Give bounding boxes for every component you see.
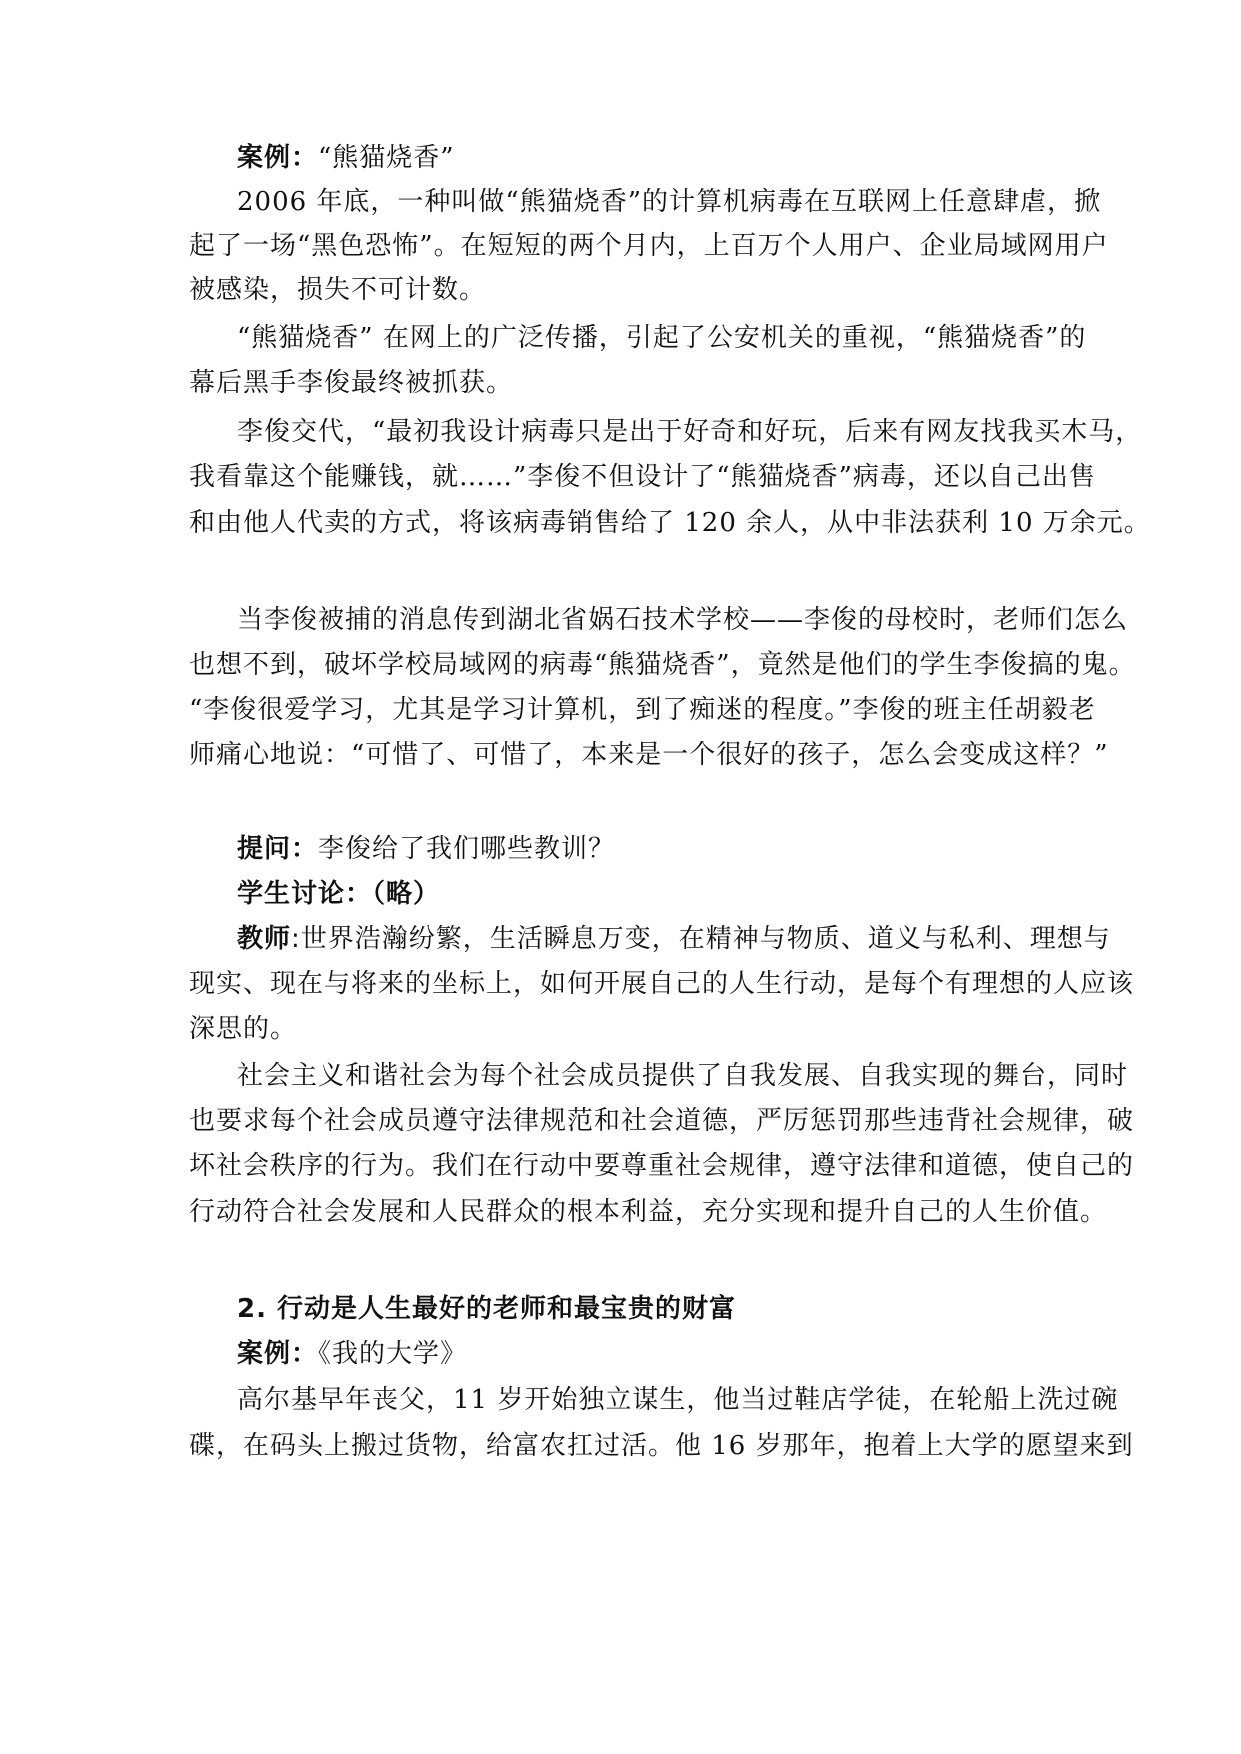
case-heading: [237, 1337, 467, 1371]
paragraph-line: 李俊交代，“最初我设计病毒只是出于好奇和好玩，后来有网友找我买木马，: [237, 417, 1143, 447]
paragraph-line: 当李俊被捕的消息传到湖北省娲石技术学校——李俊的母校时，老师们怎么: [237, 605, 1129, 635]
paragraph-line: 2006 年底，一种叫做“熊猫烧香”的计算机病毒在互联网上任意肆虐，掀: [237, 187, 1102, 217]
case-label: 案例：: [237, 143, 319, 173]
paragraph-line: 也要求每个社会成员遵守法律规范和社会道德，严厉惩罚那些违背社会规律，破: [189, 1106, 1135, 1136]
teacher-label: 教师: [237, 924, 292, 954]
paragraph-line: 幕后黑手李俊最终被抓获。: [189, 368, 514, 398]
case-title: 《我的大学》: [318, 1339, 468, 1369]
paragraph-line: 现实、现在与将来的坐标上，如何开展自己的人生行动，是每个有理想的人应该: [189, 969, 1135, 999]
case-label: 案例：: [237, 1339, 319, 1369]
paragraph-line: 社会主义和谐社会为每个社会成员提供了自我发展、自我实现的舞台，同时: [237, 1061, 1129, 1091]
paragraph-line: 高尔基早年丧父，11 岁开始独立谋生，他当过鞋店学徒，在轮船上洗过碗: [237, 1385, 1119, 1415]
question-line: [237, 832, 615, 866]
paragraph-line: 我看靠这个能赚钱，就……”李俊不但设计了“熊猫烧香”病毒，还以自己出售: [189, 462, 1096, 492]
paragraph-line: 被感染，损失不可计数。: [189, 275, 487, 305]
paragraph-line: 深思的。: [189, 1014, 298, 1044]
paragraph-line: “熊猫烧香” 在网上的广泛传播，引起了公安机关的重视，“熊猫烧香”的: [237, 323, 1087, 353]
question-text: 李俊给了我们哪些教训？: [318, 834, 616, 864]
paragraph-line: 也想不到，破坏学校局域网的病毒“熊猫烧香”，竟然是他们的学生李俊搞的鬼。: [189, 650, 1136, 680]
discussion-label: 学生讨论：（略）: [237, 879, 441, 909]
paragraph-line: 和由他人代卖的方式，将该病毒销售给了 120 余人，从中非法获利 10 万余元。: [189, 508, 1151, 538]
paragraph-line: 师痛心地说：“可惜了、可惜了，本来是一个很好的孩子，怎么会变成这样？”: [189, 740, 1109, 770]
paragraph-line: “李俊很爱学习，尤其是学习计算机，到了痴迷的程度。”李俊的班主任胡毅老: [189, 695, 1096, 725]
case-heading: [237, 141, 455, 175]
paragraph-line: 行动符合社会发展和人民群众的根本利益，充分实现和提升自己的人生价值。: [189, 1197, 1108, 1227]
teacher-line: 教师:世界浩瀚纷繁，生活瞬息万变，在精神与物质、道义与私利、理想与: [237, 924, 1111, 954]
case-title: “熊猫烧香”: [318, 143, 455, 173]
paragraph-line: 碟，在码头上搬过货物，给富农扛过活。他 16 岁那年，抱着上大学的愿望来到: [189, 1431, 1134, 1461]
question-label: 提问：: [237, 834, 319, 864]
paragraph-line: 坏社会秩序的行为。我们在行动中要尊重社会规律，遵守法律和道德，使自己的: [189, 1151, 1135, 1181]
section-heading: 2. 行动是人生最好的老师和最宝贵的财富: [237, 1294, 737, 1324]
paragraph-line: 起了一场“黑色恐怖”。在短短的两个月内，上百万个人用户、企业局域网用户: [189, 231, 1109, 261]
